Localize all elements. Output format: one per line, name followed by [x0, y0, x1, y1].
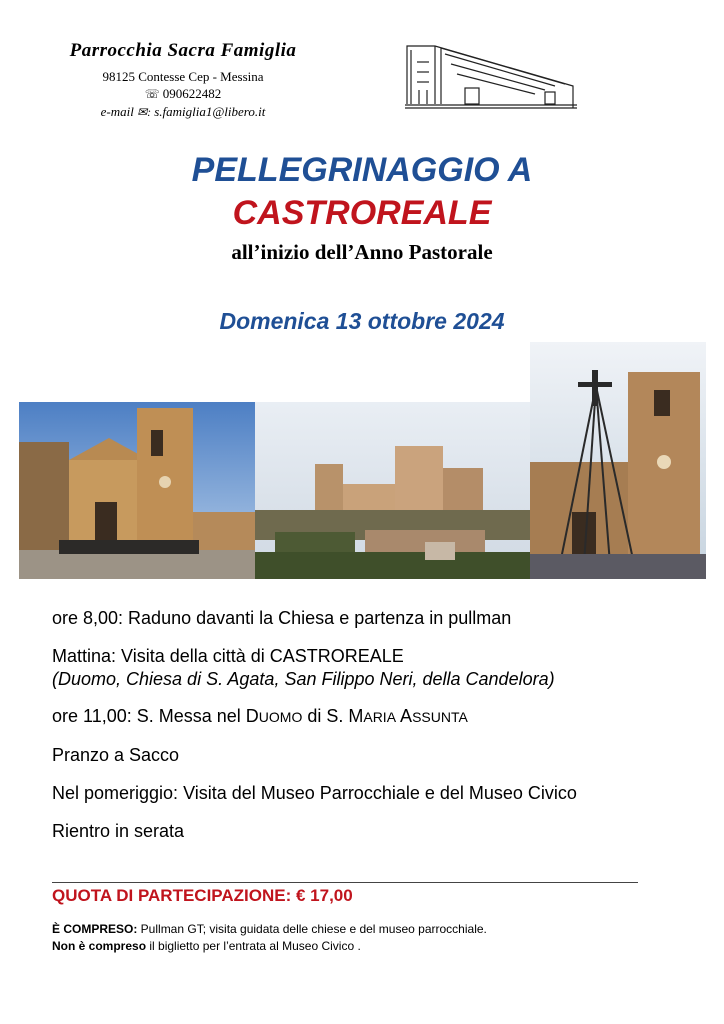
parish-email-line	[52, 103, 314, 121]
title-line-1: PELLEGRINAGGIO A	[191, 151, 533, 189]
parish-phone-line	[52, 85, 314, 103]
letterhead	[52, 40, 314, 121]
included-text: Pullman GT; visita guidata delle chiese e del museo parrocchiale.	[137, 922, 487, 936]
parish-address: 98125 Contesse Cep - Messina	[102, 69, 264, 84]
parish-phone: 090622482	[162, 86, 222, 101]
included-note	[52, 922, 487, 937]
participation-fee: QUOTA DI PARTECIPAZIONE: € 17,00	[52, 886, 353, 905]
parish-name: Parrocchia Sacra Famiglia	[69, 40, 297, 61]
subtitle: all’inizio dell’Anno Pastorale	[231, 240, 493, 264]
email-label: e-mail	[100, 104, 134, 119]
excluded-text: il biglietto per l’entrata al Museo Civico .	[146, 939, 361, 953]
program-item-mass	[52, 704, 712, 729]
event-date: Domenica 13 ottobre 2024	[219, 308, 505, 334]
excluded-label: Non è compreso	[52, 939, 147, 953]
morning-visit-sites: (Duomo, Chiesa di S. Agata, San Filippo Neri, della Candelora)	[52, 669, 555, 689]
photo-cathedral-square	[19, 402, 255, 579]
program-item-return: Rientro in serata	[52, 821, 185, 841]
photo-town-panorama	[255, 402, 530, 579]
envelope-icon: ✉:	[137, 105, 152, 119]
church-logo	[405, 42, 577, 112]
title-line-2: CASTROREALE	[232, 194, 492, 232]
excluded-note	[52, 939, 361, 954]
program-item-gathering: ore 8,00: Raduno davanti la Chiesa e partenza in pullman	[52, 608, 512, 628]
program-item-morning-visit	[52, 644, 712, 690]
mass-text-1: ore 11,00: S. Messa nel D	[52, 706, 259, 726]
church-drawing-icon	[405, 42, 577, 112]
mass-text-4: ARIA	[363, 709, 397, 725]
mass-text-3: di S. M	[302, 706, 364, 726]
mass-text-5: A	[396, 706, 413, 726]
mass-text-2: UOMO	[258, 709, 303, 725]
morning-visit-text: Mattina: Visita della città di CASTROREALE	[52, 646, 404, 666]
photo-procession-tower	[530, 342, 706, 579]
program-item-afternoon: Nel pomeriggio: Visita del Museo Parrocchiale e del Museo Civico	[52, 783, 577, 803]
program-item-lunch: Pranzo a Sacco	[52, 745, 180, 765]
divider-line	[52, 882, 638, 883]
program	[52, 606, 712, 857]
parish-email: s.famiglia1@libero.it	[154, 104, 266, 119]
mass-text-6: SSUNTA	[412, 709, 468, 725]
phone-icon: ☏	[144, 87, 160, 101]
included-label: È COMPRESO:	[52, 922, 138, 936]
